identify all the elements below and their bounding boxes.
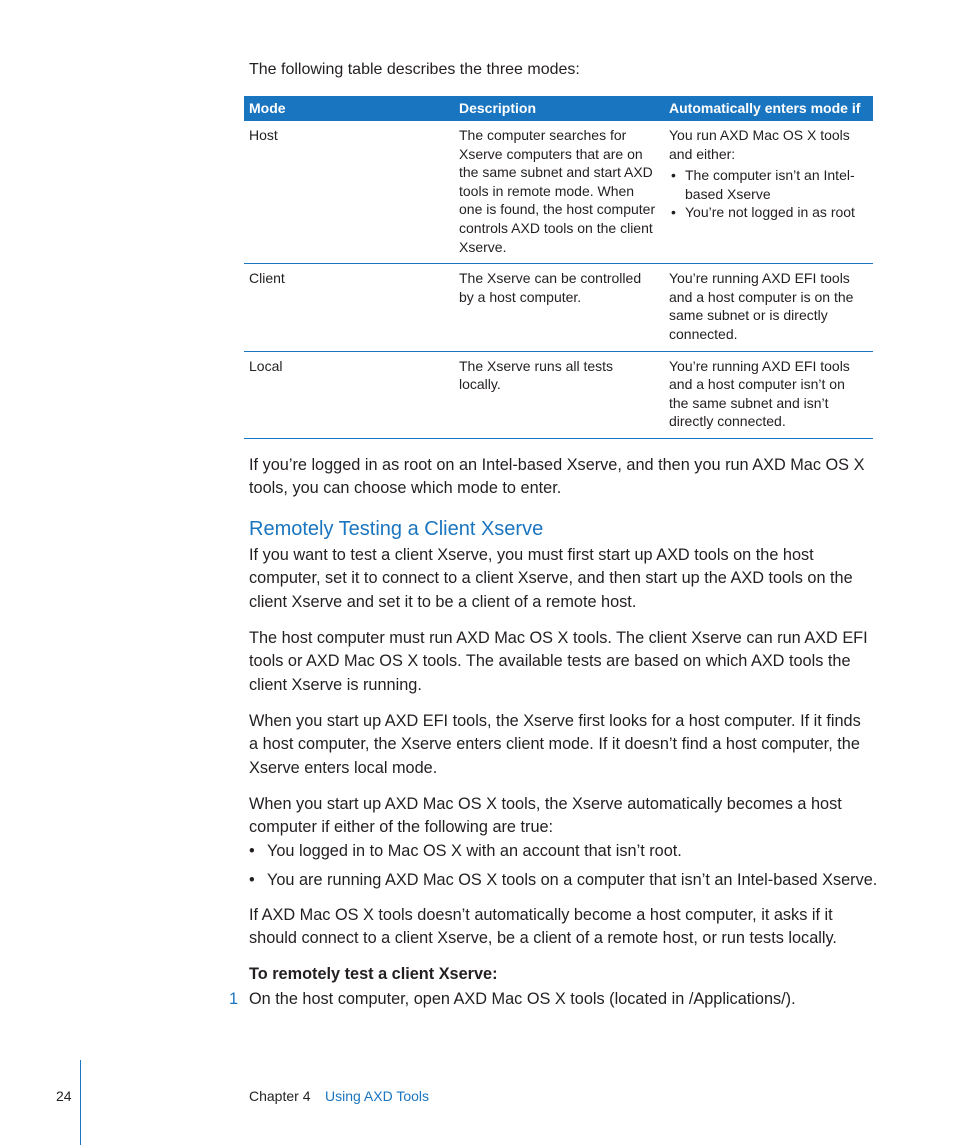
- modes-table: [244, 96, 873, 439]
- cell-mode: Host: [244, 121, 454, 264]
- section-heading: Remotely Testing a Client Xserve: [249, 518, 544, 540]
- footer-chapter-title: Using AXD Tools: [325, 1088, 430, 1104]
- cell-description: The Xserve can be controlled by a host computer.: [454, 264, 664, 351]
- condition-bullet-list: [669, 166, 867, 222]
- column-header-mode: Mode: [244, 96, 454, 121]
- cell-condition: [664, 121, 873, 264]
- body-paragraph: If AXD Mac OS X tools doesn’t automatically become a host computer, it asks if it should connect to a client Xserve, be a client of a remote host, or run tests locally.: [249, 906, 837, 948]
- condition-bullet: • You’re not logged in as root: [669, 203, 867, 222]
- step-text: On the host computer, open AXD Mac OS X tools (located in /Applications/).: [249, 990, 796, 1008]
- body-paragraph: The host computer must run AXD Mac OS X tools. The client Xserve can run AXD EFI tools or AXD Mac OS X tools. The available tests are based on which AXD tools the client Xserve is running.: [249, 629, 868, 694]
- step-number: 1: [229, 990, 239, 1008]
- cell-mode: Local: [244, 351, 454, 438]
- bullet-dot: •: [249, 871, 255, 889]
- table-row: [244, 351, 873, 438]
- cell-condition: You’re running AXD EFI tools and a host computer is on the same subnet or is directly connected.: [664, 264, 873, 351]
- footer-rule: [80, 1060, 81, 1145]
- condition-text: You run AXD Mac OS X tools and either:: [669, 127, 850, 162]
- body-paragraph: When you start up AXD EFI tools, the Xserve first looks for a host computer. If it finds a host computer, the Xserve enters client mode. If it doesn’t find a host computer, the Xserve enters local mode.: [249, 712, 861, 777]
- cell-mode: Client: [244, 264, 454, 351]
- body-paragraph: When you start up AXD Mac OS X tools, the Xserve automatically becomes a host computer if either of the following are true:: [249, 795, 842, 837]
- cell-condition: You’re running AXD EFI tools and a host computer isn’t on the same subnet and isn’t directly connected.: [664, 351, 873, 438]
- cell-description: The computer searches for Xserve computers that are on the same subnet and start AXD tools in remote mode. When one is found, the host computer controls AXD tools on the client Xserve.: [454, 121, 664, 264]
- bullet-text: You logged in to Mac OS X with an account that isn’t root.: [267, 842, 682, 860]
- column-header-enters-mode-if: Automatically enters mode if: [664, 96, 873, 121]
- table-header-row: [244, 96, 873, 121]
- column-header-description: Description: [454, 96, 664, 121]
- cell-description: The Xserve runs all tests locally.: [454, 351, 664, 438]
- footer-chapter-label: Chapter 4: [249, 1088, 311, 1104]
- page-number: 24: [56, 1088, 72, 1104]
- bullet-text: You are running AXD Mac OS X tools on a computer that isn’t an Intel-based Xserve.: [267, 871, 878, 889]
- table-row: [244, 264, 873, 351]
- table-row: [244, 121, 873, 264]
- procedure-heading: To remotely test a client Xserve:: [249, 965, 498, 983]
- condition-bullet: • The computer isn’t an Intel-based Xserve: [669, 166, 867, 203]
- bullet-dot: •: [249, 842, 255, 860]
- table-intro: The following table describes the three modes:: [249, 61, 580, 78]
- body-paragraph: If you want to test a client Xserve, you must first start up AXD tools on the host computer, set it to connect to a client Xserve, and then start up the AXD tools on the client Xserve and set it to be a client of a remote host.: [249, 546, 853, 611]
- body-paragraph: If you’re logged in as root on an Intel-based Xserve, and then you run AXD Mac OS X tools, you can choose which mode to enter.: [249, 456, 865, 498]
